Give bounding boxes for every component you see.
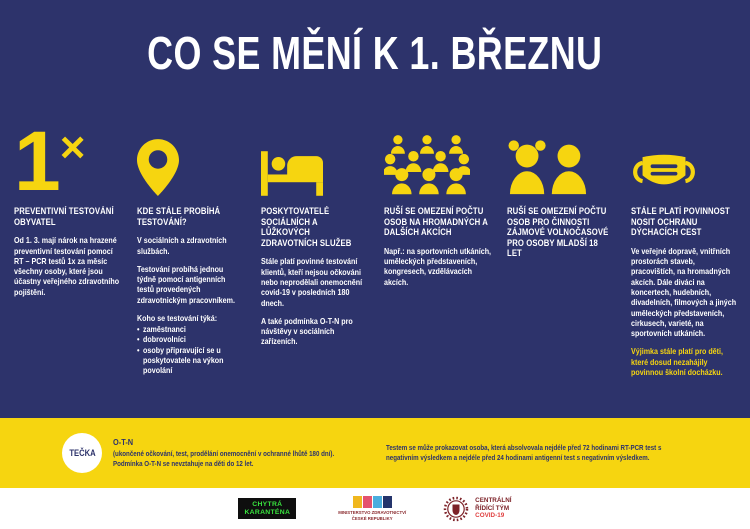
bed-icon — [261, 151, 323, 196]
tecka-label: TEČKA — [68, 448, 96, 458]
one-times-icon-number: 1 — [14, 114, 59, 208]
column-heading: POSKYTOVATELÉ SOCIÁLNÍCH A LŮŽKOVÝCH ZDRAVOTNÍCH SLUŽEB — [260, 206, 352, 248]
footer-bar — [0, 418, 750, 488]
column-paragraph: Testování probíhá jednou týdně pomocí antigenních testů provedených zdravotnickým pracovníkem. — [137, 263, 236, 305]
ministry-logo-glyphs-icon — [338, 496, 406, 508]
logo-strip — [0, 488, 750, 529]
column-highlight-paragraph: Výjimka stále platí pro děti, které dosud nezahájily povinnou školní docházku. — [630, 346, 723, 377]
column-paragraph: Koho se testování týká: — [137, 312, 218, 323]
icon-box-2 — [137, 124, 244, 196]
icon-box-1 — [14, 114, 121, 208]
ministry-caption-line1: MINISTERSTVO ZDRAVOTNICTVÍ — [338, 510, 407, 516]
ministry-caption — [338, 510, 406, 521]
column-volnocasove-aktivity — [507, 124, 614, 377]
crt-line1: CENTRÁLNÍ — [475, 496, 512, 504]
page-title-text: CO SE MĚNÍ K 1. BŘEZNU — [147, 27, 603, 79]
column-heading: RUŠÍ SE OMEZENÍ POČTU OSOB PRO ČINNOSTI ZÁJMOVÉ VOLNOČASOVÉ PRO OSOBY MLADŠÍ 18 LET — [507, 206, 609, 259]
icon-box-5 — [507, 124, 614, 196]
column-paragraph: Stále platí povinné testování klientů, kteří nejsou očkováni nebo neprodělali onemocnění covid-19 v posledních 180 dnech. — [260, 256, 362, 308]
tecka-badge — [62, 433, 102, 473]
otn-title: O-T-N — [113, 437, 134, 448]
chytra-karantena-line2: KARANTÉNA — [244, 508, 291, 516]
ministry-of-health-logo — [338, 496, 406, 521]
chytra-karantena-logo — [238, 498, 296, 520]
icon-box-3 — [261, 124, 368, 196]
map-pin-icon — [137, 139, 179, 196]
column-paragraph: A také podmínka O-T-N pro návštěvy v sociálních zařízeních. — [260, 315, 353, 347]
crt-line2: ŘÍDÍCÍ TÝM — [475, 504, 510, 512]
list-item: • osoby připravující se u poskytovatele na výkon povolání — [137, 345, 244, 376]
one-times-icon-multiplier: × — [59, 123, 86, 172]
column-preventivni-testovani — [14, 114, 121, 377]
column-heading: RUŠÍ SE OMEZENÍ POČTU OSOB NA HROMADNÝCH A DALŠÍCH AKCÍCH — [383, 206, 488, 238]
column-ochrana-dychacich-cest — [631, 124, 738, 377]
column-paragraph: V sociálních a zdravotních službách. — [137, 235, 227, 256]
otn-block — [113, 437, 353, 468]
column-paragraph: Např.: na sportovních utkáních, uměleckých představeních, kongresech, vzdělávacích akcích. — [383, 245, 492, 287]
column-heading: KDE STÁLE PROBÍHÁ TESTOVÁNÍ? — [137, 206, 221, 227]
column-paragraph: Od 1. 3. mají nárok na hrazené preventivní testování pomocí RT – PCR testů 1x za měsíc všechny osoby, které jsou účastny veřejného zdravotního pojištění. — [14, 235, 120, 297]
columns-row — [14, 114, 738, 377]
column-hromadne-akce — [384, 124, 491, 377]
page-title — [0, 27, 750, 79]
test-info-text: Testem se může prokazovat osoba, která absolvovala nejdéle před 72 hodinami RT-PCR test s negativním výsledkem a nejdéle před 24 hodinami antigenní test s negativním výsledkem. — [386, 442, 662, 462]
list-item: • dobrovolníci — [137, 334, 244, 344]
list-item: • zaměstnanci — [137, 324, 244, 334]
otn-text: (ukončené očkování, test, prodělání onemocnění v ochranné lhůtě 180 dní). Podmínka O-T-N se nevztahuje na děti do 12 let. — [113, 449, 335, 468]
crowd-icon — [384, 132, 470, 196]
column-heading: PREVENTIVNÍ TESTOVÁNÍ OBYVATEL — [14, 206, 114, 227]
testing-target-list — [137, 324, 244, 375]
ministry-caption-line2: ČESKÉ REPUBLIKY — [351, 515, 393, 521]
icon-box-4 — [384, 124, 491, 196]
chytra-karantena-line1: CHYTRÁ — [252, 500, 283, 508]
column-poskytovatele-sluzeb — [261, 124, 368, 377]
children-icon — [507, 137, 589, 196]
column-kde-probiha-testovani — [137, 124, 244, 377]
crt-text — [475, 497, 511, 520]
column-heading: STÁLE PLATÍ POVINNOST NOSIT OCHRANU DÝCHACÍCH CEST — [630, 206, 730, 238]
crt-covid-label: COVID-19 — [475, 512, 505, 520]
column-paragraph: Ve veřejné dopravě, vnitřních prostorách staveb, pracovištích, na hromadných akcích. Dále diváci na koncertech, hudebních, divadelních, filmových a jiných uměleckých představeních, cirkusech, varieté, na sportovních utkáních. — [630, 245, 736, 339]
face-mask-icon — [631, 153, 697, 196]
crt-emblem-icon — [442, 495, 470, 523]
icon-box-6 — [631, 124, 738, 196]
central-control-team-logo — [442, 495, 511, 523]
one-times-icon — [14, 114, 86, 208]
